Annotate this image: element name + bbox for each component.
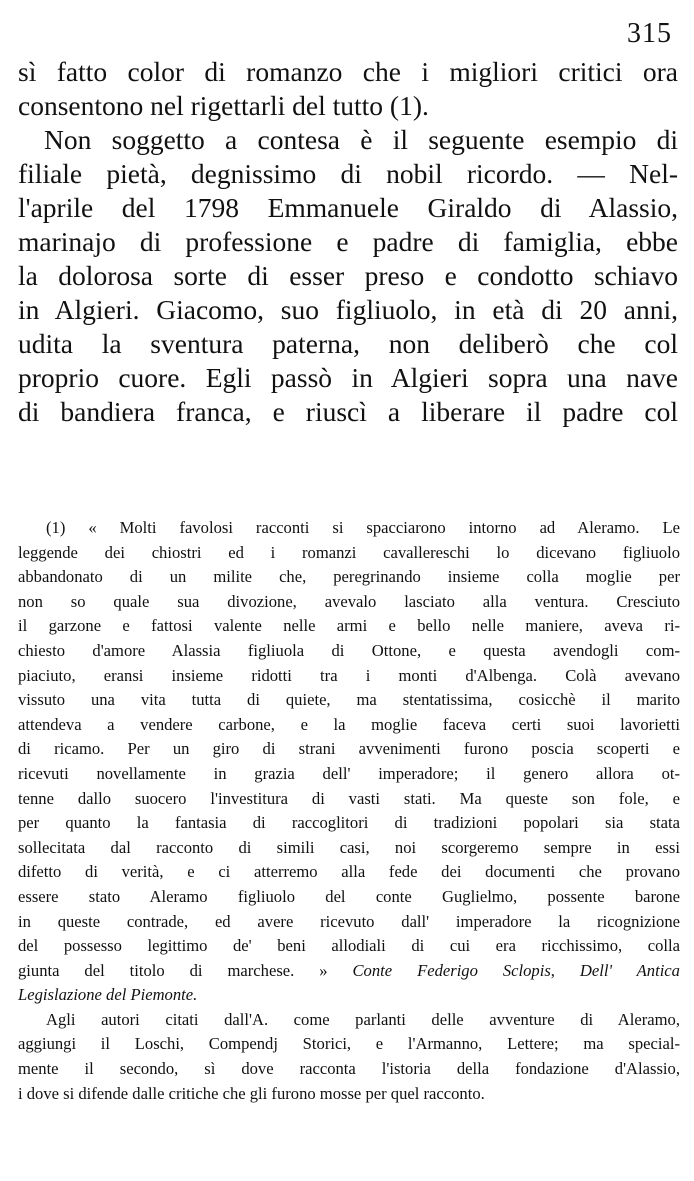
citation-separator: ,: [550, 960, 580, 980]
footnote-line: piaciuto, eransi insieme ridotti tra i monti d'Albenga. Colà avevano: [18, 665, 680, 685]
citation-author: Conte Federigo Sclopis: [352, 960, 551, 980]
footnote-line: chiesto d'amore Alassia figliuola di Ottone, e questa avendogli com-: [18, 640, 680, 660]
footnote-citation-line: [18, 959, 680, 984]
citation-work-line1: Dell' Antica: [579, 960, 680, 980]
footnote: [18, 516, 680, 1106]
footnote-line: leggende dei chiostri ed i romanzi cavallereschi lo dicevano figliuolo: [18, 542, 680, 562]
citation-work-line2: Legislazione del Piemonte.: [18, 985, 198, 1005]
footnote-line: ricevuti novellamente in grazia dell' imperadore; il genero allora ot-: [18, 763, 680, 783]
main-line: la dolorosa sorte di esser preso e condotto schiavo: [18, 260, 678, 291]
main-line: udita la sventura paterna, non deliberò che col: [18, 328, 678, 359]
footnote-line: in queste contrade, ed avere ricevuto dall' imperadore la ricognizione: [18, 911, 680, 931]
citation-prefix: giunta del titolo di marchese. »: [18, 960, 353, 980]
footnote-tail-line: mente il secondo, sì dove racconta l'istoria della fondazione d'Alassio,: [18, 1059, 680, 1079]
main-line: filiale pietà, degnissimo di nobil ricordo. — Nel-: [18, 158, 678, 189]
footnote-line: non so quale sua divozione, avevalo lasciato alla ventura. Cresciuto: [18, 591, 680, 611]
main-line: l'aprile del 1798 Emmanuele Giraldo di Alassio,: [18, 192, 678, 223]
footnote-line: di ricamo. Per un giro di strani avvenimenti furono poscia scoperti e: [18, 739, 680, 759]
main-line: proprio cuore. Egli passò in Algieri sopra una nave: [18, 362, 678, 393]
page-number: 315: [627, 18, 672, 49]
footnote-line: tenne dallo suocero l'investitura di vasti stati. Ma queste son fole, e: [18, 788, 680, 808]
main-line: Non soggetto a contesa è il seguente esempio di: [44, 124, 678, 155]
main-line: di bandiera franca, e riuscì a liberare il padre col: [18, 396, 678, 427]
main-line: consentono nel rigettarli del tutto (1).: [18, 90, 429, 121]
footnote-line: essere stato Aleramo figliuolo del conte Guglielmo, possente barone: [18, 886, 680, 906]
main-line: in Algieri. Giacomo, suo figliuolo, in età di 20 anni,: [18, 294, 678, 325]
footnote-line: sollecitata dal racconto di simili casi, noi scorgeremo sempre in essi: [18, 837, 680, 857]
main-line: marinajo di professione e padre di famiglia, ebbe: [18, 226, 678, 257]
main-line: sì fatto color di romanzo che i migliori critici ora: [18, 56, 678, 87]
footnote-tail-line: Agli autori citati dall'A. come parlanti delle avventure di Aleramo,: [46, 1009, 680, 1029]
footnote-line: il garzone e fattosi valente nelle armi e bello nelle maniere, aveva ri-: [18, 616, 680, 636]
footnote-tail-line: i dove si difende dalle critiche che gli furono mosse per quel racconto.: [18, 1083, 485, 1103]
footnote-line: del possesso legittimo de' beni allodiali di cui era ricchissimo, colla: [18, 936, 680, 956]
footnote-line: attendeva a vendere carbone, e la moglie faceva certi suoi lavorietti: [18, 714, 680, 734]
main-text: [18, 55, 678, 429]
footnote-line: difetto di verità, e ci atterremo alla fede dei documenti che provano: [18, 862, 680, 882]
footnote-line: per quanto la fantasia di raccoglitori di tradizioni popolari sia stata: [18, 813, 680, 833]
footnote-tail-line: aggiungi il Loschi, Compendj Storici, e l'Armanno, Lettere; ma special-: [18, 1034, 680, 1054]
footnote-line: abbandonato di un milite che, peregrinando insieme colla moglie per: [18, 567, 680, 587]
footnote-line: vissuto una vita tutta di quiete, ma stentatissima, cosicchè il marito: [18, 690, 680, 710]
footnote-line: (1) « Molti favolosi racconti si spacciarono intorno ad Aleramo. Le: [46, 518, 680, 537]
